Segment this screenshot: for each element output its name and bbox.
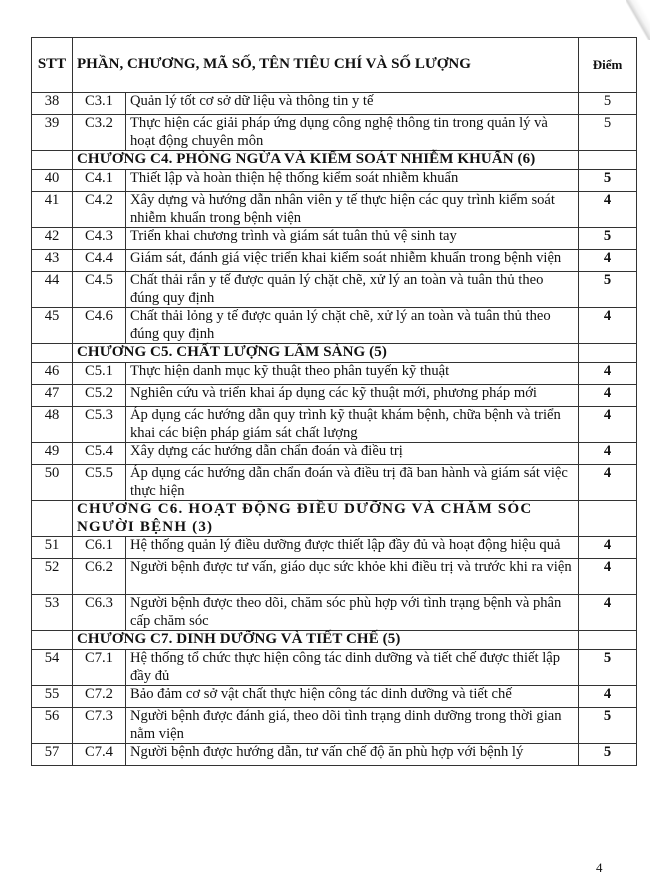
criterion-row bbox=[32, 228, 637, 250]
chapter-score-cell bbox=[579, 631, 637, 650]
criterion-name: Quản lý tốt cơ sở dữ liệu và thông tin y tế bbox=[126, 93, 579, 115]
criteria-table bbox=[31, 37, 637, 766]
criterion-code: C3.1 bbox=[73, 93, 126, 115]
criterion-score: 4 bbox=[579, 407, 637, 443]
chapter-title: CHƯƠNG C5. CHẤT LƯỢNG LÂM SÀNG (5) bbox=[73, 344, 579, 363]
criterion-stt: 48 bbox=[32, 407, 73, 443]
criterion-score: 4 bbox=[579, 443, 637, 465]
criterion-name: Bảo đảm cơ sở vật chất thực hiện công tác dinh dưỡng và tiết chế bbox=[126, 686, 579, 708]
criterion-row bbox=[32, 308, 637, 344]
criterion-row bbox=[32, 650, 637, 686]
criterion-code: C5.1 bbox=[73, 363, 126, 385]
criterion-code: C4.2 bbox=[73, 192, 126, 228]
criterion-code: C5.3 bbox=[73, 407, 126, 443]
criterion-row bbox=[32, 744, 637, 766]
criterion-stt: 44 bbox=[32, 272, 73, 308]
criterion-code: C4.1 bbox=[73, 170, 126, 192]
criterion-score: 5 bbox=[579, 228, 637, 250]
criterion-code: C6.1 bbox=[73, 537, 126, 559]
criterion-score: 5 bbox=[579, 170, 637, 192]
criterion-row bbox=[32, 407, 637, 443]
chapter-score-cell bbox=[579, 501, 637, 537]
chapter-score-cell bbox=[579, 151, 637, 170]
criterion-stt: 49 bbox=[32, 443, 73, 465]
page-number: 4 bbox=[596, 860, 603, 875]
criterion-stt: 51 bbox=[32, 537, 73, 559]
criterion-stt: 39 bbox=[32, 115, 73, 151]
criterion-score: 5 bbox=[579, 650, 637, 686]
criterion-score: 5 bbox=[579, 744, 637, 766]
criterion-row bbox=[32, 93, 637, 115]
criterion-code: C3.2 bbox=[73, 115, 126, 151]
criterion-score: 4 bbox=[579, 308, 637, 344]
criterion-score: 5 bbox=[579, 272, 637, 308]
criterion-score: 5 bbox=[579, 115, 637, 151]
criterion-row bbox=[32, 250, 637, 272]
header-title: PHẦN, CHƯƠNG, MÃ SỐ, TÊN TIÊU CHÍ VÀ SỐ LƯỢNG bbox=[73, 38, 579, 93]
criterion-code: C6.2 bbox=[73, 559, 126, 595]
criterion-stt: 41 bbox=[32, 192, 73, 228]
criterion-score: 4 bbox=[579, 537, 637, 559]
criterion-row bbox=[32, 708, 637, 744]
chapter-title: CHƯƠNG C6. HOẠT ĐỘNG ĐIỀU DƯỠNG VÀ CHĂM SÓC NGƯỜI BỆNH (3) bbox=[73, 501, 579, 537]
chapter-row bbox=[32, 151, 637, 170]
criterion-name: Hệ thống tổ chức thực hiện công tác dinh dưỡng và tiết chế được thiết lập đầy đủ bbox=[126, 650, 579, 686]
criterion-stt: 57 bbox=[32, 744, 73, 766]
chapter-row bbox=[32, 501, 637, 537]
criterion-name: Xây dựng và hướng dẫn nhân viên y tế thực hiện các quy trình kiểm soát nhiễm khuẩn trong bệnh viện bbox=[126, 192, 579, 228]
criterion-name: Áp dụng các hướng dẫn chẩn đoán và điều trị đã ban hành và giám sát việc thực hiện bbox=[126, 465, 579, 501]
criterion-row bbox=[32, 559, 637, 595]
criterion-score: 4 bbox=[579, 385, 637, 407]
criterion-code: C7.3 bbox=[73, 708, 126, 744]
criterion-code: C6.3 bbox=[73, 595, 126, 631]
criterion-code: C5.4 bbox=[73, 443, 126, 465]
criterion-row bbox=[32, 537, 637, 559]
criterion-name: Người bệnh được đánh giá, theo dõi tình trạng dinh dưỡng trong thời gian nằm viện bbox=[126, 708, 579, 744]
criterion-name: Thực hiện danh mục kỹ thuật theo phân tuyến kỹ thuật bbox=[126, 363, 579, 385]
criterion-code: C7.1 bbox=[73, 650, 126, 686]
criterion-row bbox=[32, 443, 637, 465]
criterion-stt: 38 bbox=[32, 93, 73, 115]
criterion-score: 4 bbox=[579, 559, 637, 595]
criterion-score: 4 bbox=[579, 192, 637, 228]
criterion-stt: 50 bbox=[32, 465, 73, 501]
criterion-name: Xây dựng các hướng dẫn chẩn đoán và điều trị bbox=[126, 443, 579, 465]
chapter-score-cell bbox=[579, 344, 637, 363]
criterion-code: C4.6 bbox=[73, 308, 126, 344]
chapter-stt-cell bbox=[32, 344, 73, 363]
header-stt: STT bbox=[32, 38, 73, 93]
criterion-code: C7.2 bbox=[73, 686, 126, 708]
criterion-stt: 52 bbox=[32, 559, 73, 595]
criterion-score: 4 bbox=[579, 363, 637, 385]
criterion-score: 4 bbox=[579, 595, 637, 631]
criterion-name: Chất thải lỏng y tế được quản lý chặt chẽ, xử lý an toàn và tuân thủ theo đúng quy định bbox=[126, 308, 579, 344]
chapter-stt-cell bbox=[32, 631, 73, 650]
criterion-code: C4.4 bbox=[73, 250, 126, 272]
criterion-stt: 47 bbox=[32, 385, 73, 407]
criterion-row bbox=[32, 686, 637, 708]
criterion-name: Triển khai chương trình và giám sát tuân thủ vệ sinh tay bbox=[126, 228, 579, 250]
criterion-name: Giám sát, đánh giá việc triển khai kiểm soát nhiễm khuẩn trong bệnh viện bbox=[126, 250, 579, 272]
criterion-name: Chất thải rắn y tế được quản lý chặt chẽ, xử lý an toàn và tuân thủ theo đúng quy định bbox=[126, 272, 579, 308]
criterion-stt: 54 bbox=[32, 650, 73, 686]
header-score: Điểm bbox=[579, 38, 637, 93]
criterion-score: 4 bbox=[579, 250, 637, 272]
table-header-row bbox=[32, 38, 637, 93]
criterion-stt: 40 bbox=[32, 170, 73, 192]
criterion-score: 5 bbox=[579, 708, 637, 744]
criterion-row bbox=[32, 465, 637, 501]
chapter-stt-cell bbox=[32, 151, 73, 170]
chapter-stt-cell bbox=[32, 501, 73, 537]
criterion-name: Áp dụng các hướng dẫn quy trình kỹ thuật khám bệnh, chữa bệnh và triển khai các biện pháp giám sát chất lượng bbox=[126, 407, 579, 443]
criterion-code: C4.3 bbox=[73, 228, 126, 250]
criterion-name: Hệ thống quản lý điều dưỡng được thiết lập đầy đủ và hoạt động hiệu quả bbox=[126, 537, 579, 559]
criterion-name: Nghiên cứu và triển khai áp dụng các kỹ thuật mới, phương pháp mới bbox=[126, 385, 579, 407]
criterion-row bbox=[32, 595, 637, 631]
chapter-row bbox=[32, 344, 637, 363]
chapter-title: CHƯƠNG C7. DINH DƯỠNG VÀ TIẾT CHẾ (5) bbox=[73, 631, 579, 650]
criterion-stt: 42 bbox=[32, 228, 73, 250]
criterion-code: C5.5 bbox=[73, 465, 126, 501]
table-body bbox=[32, 93, 637, 766]
chapter-title: CHƯƠNG C4. PHÒNG NGỪA VÀ KIỂM SOÁT NHIỄM KHUẨN (6) bbox=[73, 151, 579, 170]
criterion-stt: 43 bbox=[32, 250, 73, 272]
criterion-score: 4 bbox=[579, 465, 637, 501]
criterion-code: C5.2 bbox=[73, 385, 126, 407]
page-curl-corner bbox=[626, 0, 650, 40]
chapter-row bbox=[32, 631, 637, 650]
criterion-row bbox=[32, 170, 637, 192]
criterion-name: Thực hiện các giải pháp ứng dụng công nghệ thông tin trong quản lý và hoạt động chuyên môn bbox=[126, 115, 579, 151]
criterion-stt: 56 bbox=[32, 708, 73, 744]
criterion-name: Người bệnh được hướng dẫn, tư vấn chế độ ăn phù hợp với bệnh lý bbox=[126, 744, 579, 766]
criterion-row bbox=[32, 363, 637, 385]
criterion-name: Người bệnh được theo dõi, chăm sóc phù hợp với tình trạng bệnh và phân cấp chăm sóc bbox=[126, 595, 579, 631]
criterion-stt: 45 bbox=[32, 308, 73, 344]
criterion-score: 4 bbox=[579, 686, 637, 708]
criterion-name: Thiết lập và hoàn thiện hệ thống kiểm soát nhiễm khuẩn bbox=[126, 170, 579, 192]
criterion-row bbox=[32, 385, 637, 407]
criterion-row bbox=[32, 192, 637, 228]
criterion-code: C4.5 bbox=[73, 272, 126, 308]
criterion-stt: 46 bbox=[32, 363, 73, 385]
criterion-row bbox=[32, 115, 637, 151]
criterion-stt: 53 bbox=[32, 595, 73, 631]
criterion-code: C7.4 bbox=[73, 744, 126, 766]
criterion-row bbox=[32, 272, 637, 308]
criterion-stt: 55 bbox=[32, 686, 73, 708]
criterion-score: 5 bbox=[579, 93, 637, 115]
criterion-name: Người bệnh được tư vấn, giáo dục sức khỏe khi điều trị và trước khi ra viện bbox=[126, 559, 579, 595]
